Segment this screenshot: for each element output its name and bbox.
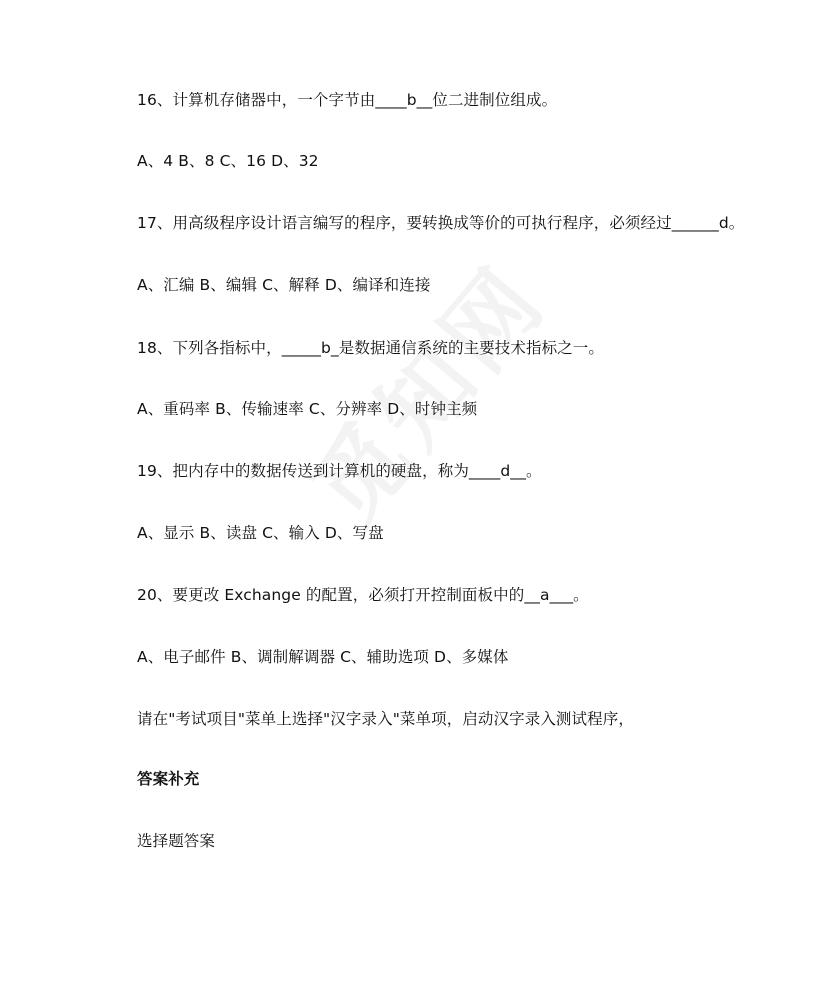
question-18: 18、下列各指标中，_____b_是数据通信系统的主要技术指标之一。 — [137, 339, 604, 357]
options-17: A、汇编 B、编辑 C、解释 D、编译和连接 — [137, 276, 431, 294]
question-20: 20、要更改 Exchange 的配置，必须打开控制面板中的__a___。 — [137, 586, 589, 604]
question-16: 16、计算机存储器中，一个字节由____b__位二进制位组成。 — [137, 91, 558, 109]
instruction-text: 请在"考试项目"菜单上选择"汉字录入"菜单项，启动汉字录入测试程序， — [137, 710, 634, 728]
section-subheading: 选择题答案 — [137, 832, 216, 850]
question-19: 19、把内存中的数据传送到计算机的硬盘，称为____d__。 — [137, 462, 542, 480]
options-16: A、4 B、8 C、16 D、32 — [137, 152, 319, 170]
options-19: A、显示 B、读盘 C、输入 D、写盘 — [137, 524, 384, 542]
question-17: 17、用高级程序设计语言编写的程序，要转换成等价的可执行程序，必须经过______d。 — [137, 214, 745, 232]
options-20: A、电子邮件 B、调制解调器 C、辅助选项 D、多媒体 — [137, 648, 509, 666]
watermark — [272, 222, 588, 568]
section-heading: 答案补充 — [137, 770, 200, 788]
options-18: A、重码率 B、传输速率 C、分辨率 D、时钟主频 — [137, 400, 478, 418]
